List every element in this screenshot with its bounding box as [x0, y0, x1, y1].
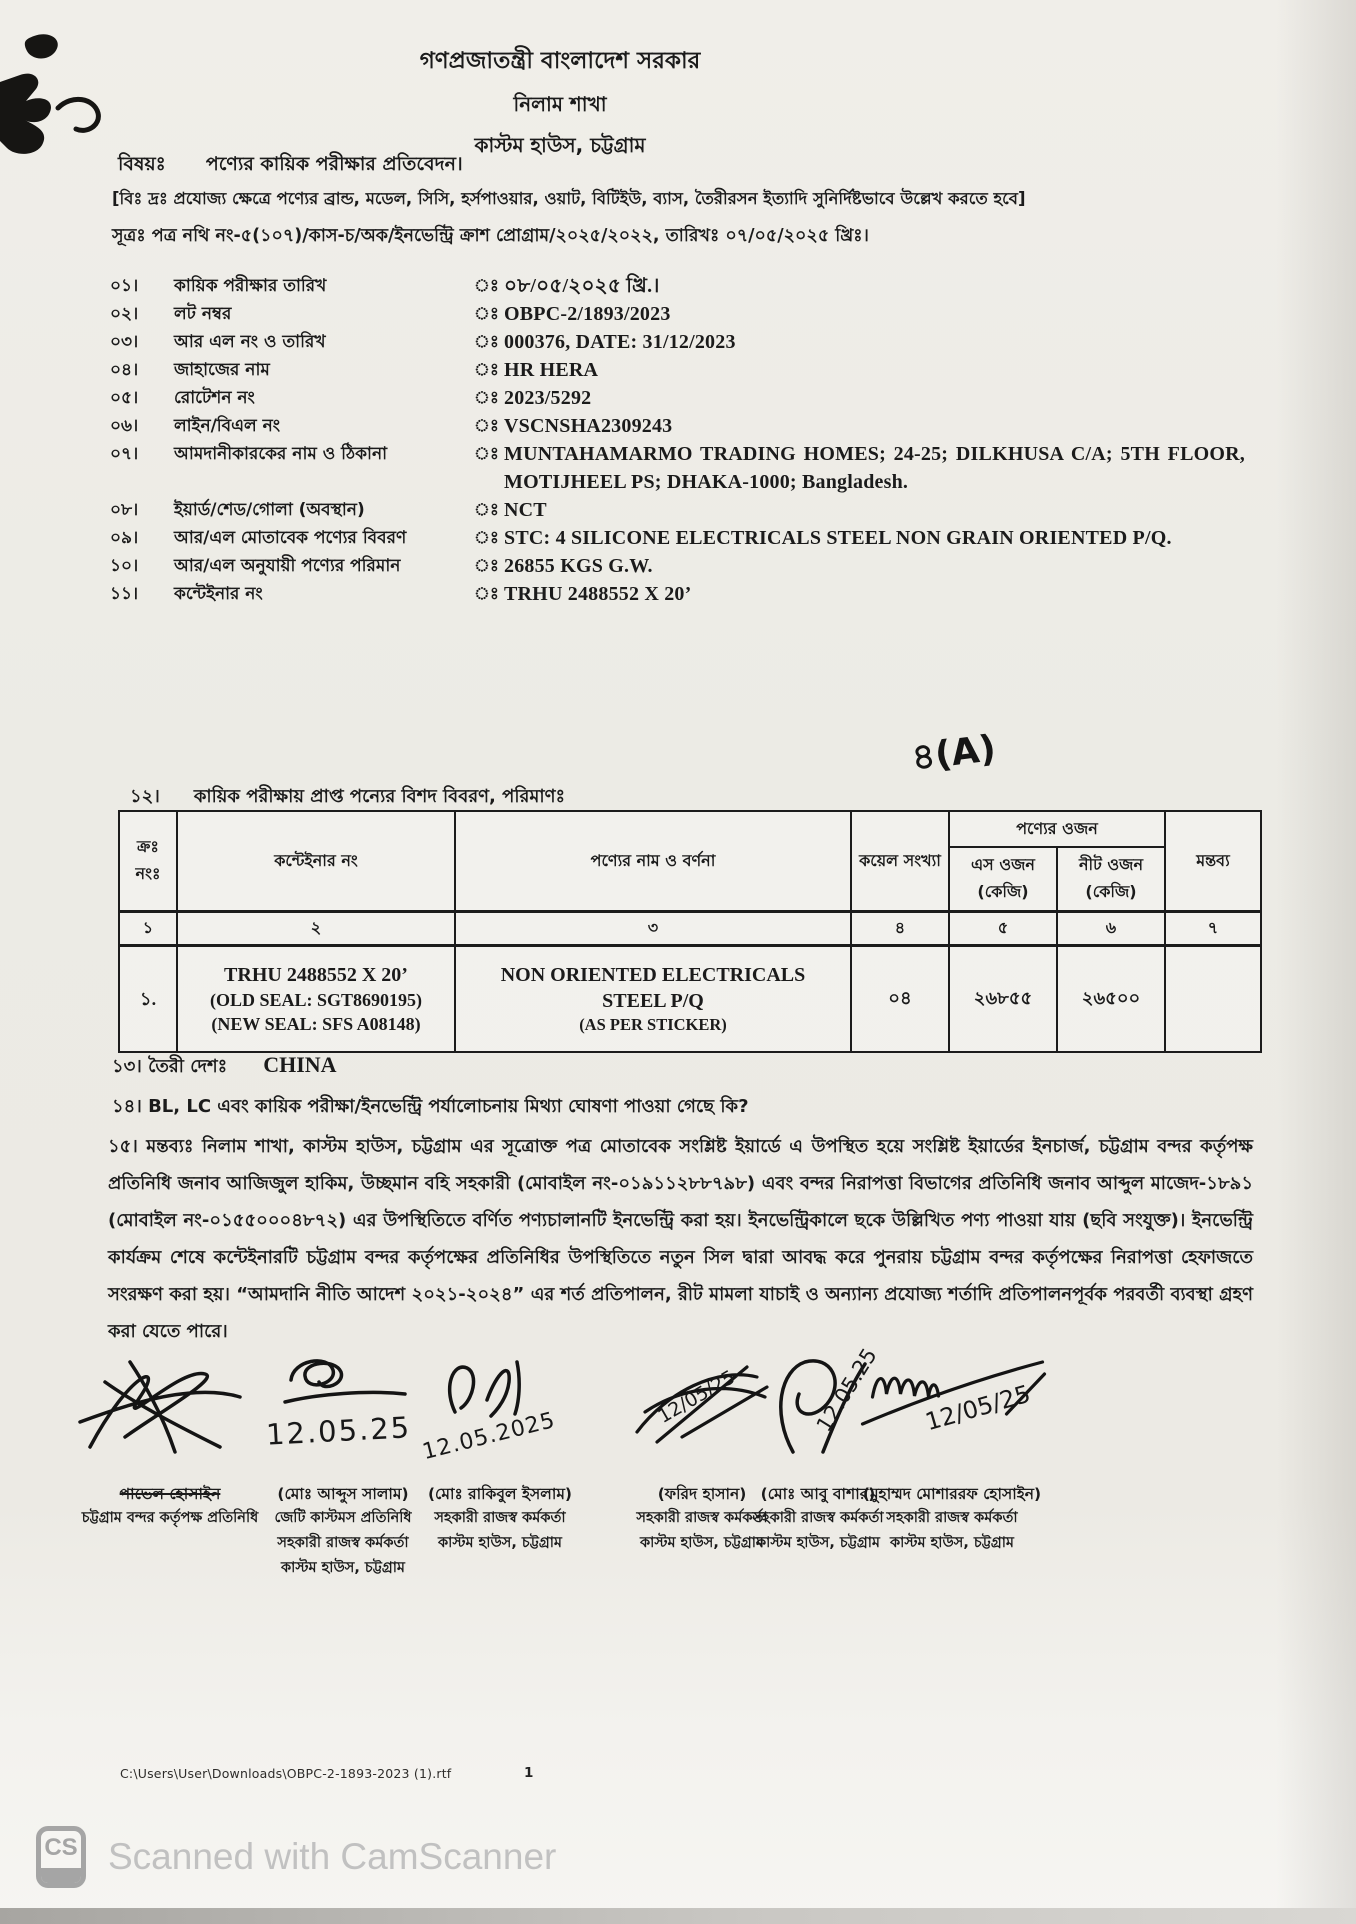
cell-product — [455, 946, 851, 1053]
col-header-gross-weight: এস ওজন (কেজি) — [949, 847, 1057, 912]
letterhead — [0, 42, 1120, 164]
field-colon: ঃ — [474, 388, 499, 408]
signatory-role: সহকারী রাজস্ব কর্মকর্তা — [752, 1510, 884, 1526]
field-row-yard-location — [110, 496, 1245, 524]
signature-scribble — [273, 1352, 413, 1410]
field-number: ০৬। — [110, 416, 139, 436]
col-header-coils: কয়েল সংখ্যা — [851, 811, 949, 912]
signatory-name: (মোঃ রাকিবুল ইসলাম) — [427, 1485, 573, 1503]
camscanner-watermark — [36, 1826, 556, 1888]
col-header-remark: মন্তব্য — [1165, 811, 1261, 912]
product-note: (AS PER STICKER) — [579, 1015, 727, 1034]
col-number: ৪ — [851, 912, 949, 946]
field-number: ১০। — [110, 556, 139, 576]
field-label: লাইন/বিএল নং — [174, 416, 281, 436]
field-value: MUNTAHAMARMO TRADING HOMES; 24-25; DILKHUSA C/A; 5TH FLOOR, MOTIJHEEL PS; DHAKA-1000; Bangladesh. — [504, 443, 1245, 493]
office-name: কাস্টম হাউস, চট্টগ্রাম — [474, 133, 646, 157]
col-number: ৭ — [1165, 912, 1261, 946]
col-number: ৫ — [949, 912, 1057, 946]
handwritten-annotation: ৪(A) — [909, 728, 999, 779]
field-number: ০১। — [110, 276, 139, 296]
field-label: আর/এল মোতাবেক পণ্যের বিবরণ — [174, 528, 407, 548]
col-header-product: পণ্যের নাম ও বর্ণনা — [455, 811, 851, 912]
field-value: 2023/5292 — [504, 387, 592, 409]
inventory-table — [118, 810, 1262, 1053]
col-header-weight-group: পণ্যের ওজন — [949, 811, 1165, 847]
field-row-goods-description — [110, 524, 1245, 552]
signatory-role: কাস্টম হাউস, চট্টগ্রাম — [281, 1560, 405, 1576]
camscanner-label: Scanned with CamScanner — [108, 1836, 557, 1877]
section12-caption — [130, 782, 565, 813]
signatory-name: (মোঃ আবু বাশার) — [760, 1485, 876, 1503]
container-number: TRHU 2488552 X 20’ — [224, 964, 408, 986]
field-value: 26855 KGS G.W. — [504, 555, 653, 577]
field-number: ০৫। — [110, 388, 139, 408]
field-colon: ঃ — [474, 276, 499, 296]
section12-number: ১২। — [130, 786, 160, 807]
signature-art — [258, 1352, 428, 1482]
field-row-vessel-name — [110, 356, 1245, 384]
cell-container — [177, 946, 455, 1053]
col-number: ৬ — [1057, 912, 1165, 946]
table-column-number-row — [119, 912, 1261, 946]
product-name-line2: STEEL P/Q — [602, 990, 704, 1012]
signature-art — [852, 1352, 1052, 1482]
field-row-goods-quantity — [110, 552, 1245, 580]
reference-line: সূত্রঃ পত্র নথি নং-৫(১০৭)/কাস-চ/অক/ইনভেন্ট্রি ক্রাশ প্রোগ্রাম/২০২৫/২০২২, তারিখঃ ০৭/০৫/২০২৫ খ্রিঃ। — [112, 226, 869, 246]
signatory-name: পাভেল হোসাইন — [119, 1485, 221, 1503]
cell-net-weight: ২৬৫০০ — [1057, 946, 1165, 1053]
field-colon: ঃ — [474, 500, 499, 520]
cell-gross-weight: ২৬৮৫৫ — [949, 946, 1057, 1053]
field-colon: ঃ — [474, 304, 499, 324]
page-number: 1 — [524, 1765, 534, 1781]
field-number: ০৩। — [110, 332, 139, 352]
country-of-origin-row — [112, 1052, 337, 1083]
signatory-name: (মুহাম্মদ মোশাররফ হোসাইন) — [862, 1485, 1042, 1503]
field-list — [110, 272, 1245, 608]
signature-date: 12.05.25 — [265, 1410, 412, 1452]
subject-text: পণ্যের কায়িক পরীক্ষার প্রতিবেদন। — [205, 153, 463, 175]
field-label: লট নম্বর — [174, 304, 232, 324]
camscanner-logo-icon — [36, 1826, 86, 1888]
signature-scribble — [70, 1352, 270, 1474]
field-number: ০৭। — [110, 444, 139, 464]
signature-date: 12/05/25 — [654, 1366, 740, 1428]
field-number: ১১। — [110, 584, 139, 604]
field-value: TRHU 2488552 X 20’ — [504, 583, 692, 605]
signatory-role: সহকারী রাজস্ব কর্মকর্তা — [886, 1510, 1018, 1526]
signature-art — [415, 1352, 585, 1482]
cell-remark — [1165, 946, 1261, 1053]
government-title: গণপ্রজাতন্ত্রী বাংলাদেশ সরকার — [419, 48, 701, 74]
section12-title: কায়িক পরীক্ষায় প্রাপ্ত পন্যের বিশদ বিবরণ, পরিমাণঃ — [193, 786, 566, 807]
field-number: ০৪। — [110, 360, 139, 380]
signatory-name: (মোঃ আব্দুস সালাম) — [277, 1485, 409, 1503]
signatory-role: সহকারী রাজস্ব কর্মকর্তা — [277, 1535, 409, 1551]
remarks-paragraph: ১৫। মন্তব্যঃ নিলাম শাখা, কাস্টম হাউস, চট্টগ্রাম এর সূত্রোক্ত পত্র মোতাবেক সংশ্লিষ্ট ইয়ার্ডে এ উপস্থিত হয়ে সংশ্লিষ্ট ইয়ার্ডের ইনচার্জ, চট্টগ্রাম বন্দর কর্তৃপক্ষ প্রতিনিধি জনাব আজিজুল হাকিম, উচ্ছমান বহি সহকারী (মোবাইল নং-০১৯১১২৮৮৭৯৮) এবং বন্দর নিরাপত্তা বিভাগের প্রতিনিধি জনাব আব্দুল মাজেদ-১৮৯১ (মোবাইল নং-০১৫৫০০০৪৮৭২) এর উপস্থিতিতে বর্ণিত পণ্যচালানটি ইনভেন্ট্রি করা হয়। ইনভেন্ট্রিকালে ছকে উল্লিখিত পণ্য পাওয়া যায় (ছবি সংযুক্ত)। ইনভেন্ট্রি কার্যক্রম শেষে কন্টেইনারটি চট্টগ্রাম বন্দর কর্তৃপক্ষের প্রতিনিধির উপস্থিতিতে নতুন সিল দ্বারা আবদ্ধ করে পুনরায় চট্টগ্রাম বন্দর কর্তৃপক্ষের নিরাপত্তা হেফাজতে সংরক্ষণ করা হয়। “আমদানি নীতি আদেশ ২০২১-২০২৪” এর শর্ত প্রতিপালন, রীট মামলা যাচাই ও অন্যান্য প্রযোজ্য শর্তাদি প্রতিপালনপূর্বক পরবর্তী ব্যবস্থা গ্রহণ করা যেতে পারে। — [108, 1136, 1253, 1342]
field-colon: ঃ — [474, 360, 499, 380]
field-value: STC: 4 SILICONE ELECTRICALS STEEL NON GRAIN ORIENTED P/Q. — [504, 527, 1172, 549]
col-number: ৩ — [455, 912, 851, 946]
field-label: আমদানীকারকের নাম ও ঠিকানা — [174, 444, 388, 464]
field-label: আর এল নং ও তারিখ — [174, 332, 326, 352]
signatory-role: সহকারী রাজস্ব কর্মকর্তা — [434, 1510, 566, 1526]
table-data-row — [119, 946, 1261, 1053]
field-colon: ঃ — [474, 556, 499, 576]
cell-coil-count: ০৪ — [851, 946, 949, 1053]
field-label: ইয়ার্ড/শেড/গোলা (অবস্থান) — [174, 500, 365, 520]
new-seal: (NEW SEAL: SFS A08148) — [211, 1014, 421, 1034]
scan-edge-bottom-strip — [0, 1908, 1356, 1924]
signatory-role: কাস্টম হাউস, চট্টগ্রাম — [756, 1535, 880, 1551]
field-number: ০৯। — [110, 528, 139, 548]
field-value: 000376, DATE: 31/12/2023 — [504, 331, 736, 353]
field-label: রোটেশন নং — [174, 388, 255, 408]
field-colon: ঃ — [474, 416, 499, 436]
field-colon: ঃ — [474, 584, 499, 604]
signature-art — [70, 1352, 270, 1482]
signature-date: 12/05/25 — [922, 1379, 1034, 1437]
signatory-role: কাস্টম হাউস, চট্টগ্রাম — [890, 1535, 1014, 1551]
scan-shadow-right-edge — [1276, 0, 1356, 1924]
subject-row — [118, 150, 463, 182]
field-value: VSCNSHA2309243 — [504, 415, 673, 437]
signature-block-jetty-customs — [258, 1352, 428, 1581]
signatory-role: কাস্টম হাউস, চট্টগ্রাম — [438, 1535, 562, 1551]
signature-date: 12.05.2025 — [419, 1407, 558, 1466]
field-row-rotation-number — [110, 384, 1245, 412]
branch-name: নিলাম শাখা — [513, 92, 607, 116]
field-label: আর/এল অনুযায়ী পণ্যের পরিমান — [174, 556, 401, 576]
item13-label: ১৩। তৈরী দেশঃ — [112, 1056, 228, 1077]
cell-serial: ১. — [119, 946, 177, 1053]
col-number: ২ — [177, 912, 455, 946]
col-number: ১ — [119, 912, 177, 946]
field-number: ০৮। — [110, 500, 139, 520]
col-header-net-weight: নীট ওজন (কেজি) — [1057, 847, 1165, 912]
signatory-name: (ফরিদ হাসান) — [657, 1485, 747, 1503]
camscanner-logo-base — [41, 1868, 81, 1883]
field-row-importer — [110, 440, 1245, 496]
signature-block-mosharraf-hossain — [852, 1352, 1052, 1556]
field-row-exam-date — [110, 272, 1245, 300]
field-value: ০৮/০৫/২০২৫ খ্রি.। — [504, 275, 660, 297]
col-header-container: কন্টেইনার নং — [177, 811, 455, 912]
field-colon: ঃ — [474, 528, 499, 548]
field-row-line-bl-number — [110, 412, 1245, 440]
document-file-path: C:\Users\User\Downloads\OBPC-2-1893-2023 (1).rtf — [120, 1766, 452, 1781]
field-label: জাহাজের নাম — [174, 360, 270, 380]
field-value: NCT — [504, 499, 547, 521]
product-name-line1: NON ORIENTED ELECTRICALS — [500, 964, 806, 986]
signatory-role: জেটি কাস্টমস প্রতিনিধি — [274, 1510, 412, 1526]
field-colon: ঃ — [474, 332, 499, 352]
field-row-rl-number-date — [110, 328, 1245, 356]
field-row-container-number — [110, 580, 1245, 608]
camscanner-logo-letters: CS — [44, 1834, 78, 1861]
field-label: কন্টেইনার নং — [174, 584, 263, 604]
field-value: OBPC-2/1893/2023 — [504, 303, 671, 325]
signatory-role: কাস্টম হাউস, চট্টগ্রাম — [640, 1535, 764, 1551]
signature-block-port-authority — [70, 1352, 270, 1531]
col-header-serial: ক্রঃ নংঃ — [119, 811, 177, 912]
note-line: [বিঃ দ্রঃ প্রযোজ্য ক্ষেত্রে পণ্যের ব্রান্ড, মডেল, সিসি, হর্সপাওয়ার, ওয়াট, বিটিইউ, ব্যাস, তৈরীরসন ইত্যাদি সুনির্দিষ্টভাবে উল্লেখ করতে হবে] — [112, 189, 1026, 208]
field-label: কায়িক পরীক্ষার তারিখ — [174, 276, 327, 296]
old-seal: (OLD SEAL: SGT8690195) — [209, 990, 423, 1010]
field-colon: ঃ — [474, 444, 499, 464]
field-number: ০২। — [110, 304, 139, 324]
signature-block-rakibul-islam — [415, 1352, 585, 1556]
table-header-row — [119, 811, 1261, 847]
signature-date: 12.05.25 — [811, 1343, 882, 1437]
signatory-role: সহকারী রাজস্ব কর্মকর্তা — [636, 1510, 768, 1526]
field-row-lot-number — [110, 300, 1245, 328]
country-of-origin-value: CHINA — [263, 1052, 337, 1077]
subject-label: বিষয়ঃ — [118, 153, 166, 175]
signatory-role: চট্টগ্রাম বন্দর কর্তৃপক্ষ প্রতিনিধি — [81, 1510, 259, 1526]
field-value: HR HERA — [504, 359, 599, 381]
false-declaration-question: ১৪। BL, LC এবং কায়িক পরীক্ষা/ইনভেন্ট্রি পর্যালোচনায় মিথ্যা ঘোষণা পাওয়া গেছে কি? — [112, 1096, 749, 1117]
